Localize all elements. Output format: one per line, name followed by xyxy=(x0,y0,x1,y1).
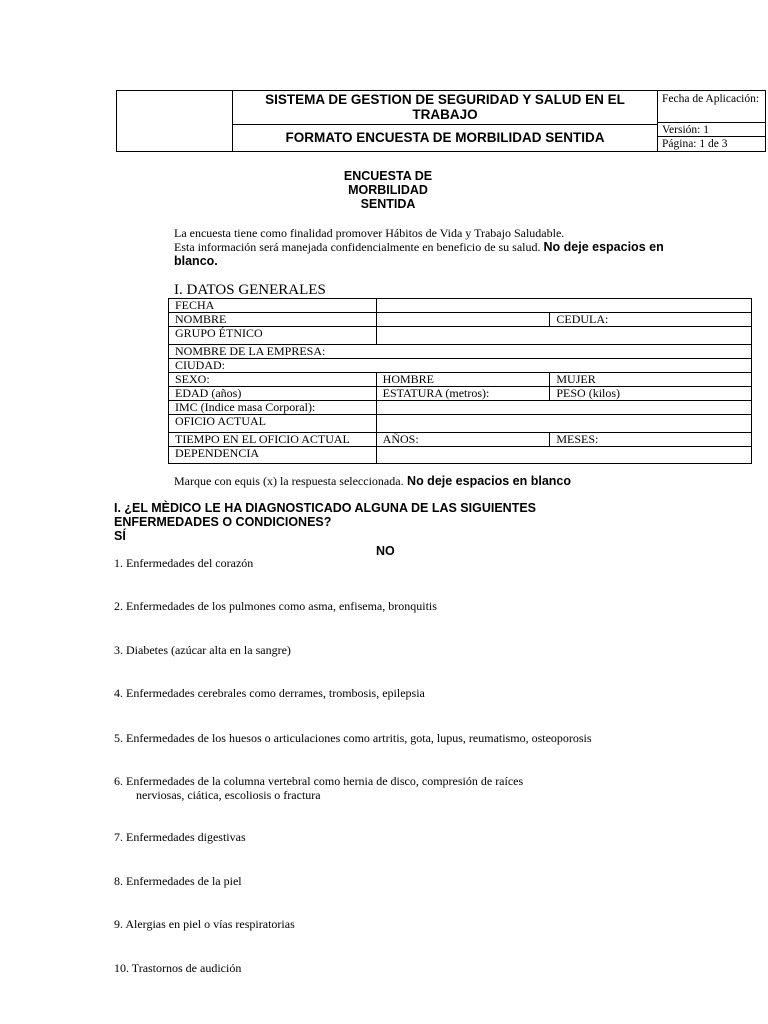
table-row xyxy=(169,387,752,401)
field-ciudad[interactable]: CIUDAD: xyxy=(169,359,752,373)
instruction-warning: No deje espacios en blanco xyxy=(403,474,571,488)
input-grupo-etnico[interactable] xyxy=(376,327,751,345)
list-item: 8. Enfermedades de la piel xyxy=(114,874,242,888)
field-meses[interactable]: MESES: xyxy=(550,433,752,447)
answer-si-label: SÍ xyxy=(114,529,126,543)
label-sexo: SEXO: xyxy=(169,373,377,387)
question-line-1: I. ¿EL MÈDICO LE HA DIAGNOSTICADO ALGUNA DE LAS SIGUIENTES xyxy=(114,501,537,515)
section-title: I. DATOS GENERALES xyxy=(174,282,326,298)
input-nombre[interactable] xyxy=(376,313,550,327)
field-estatura[interactable]: ESTATURA (metros): xyxy=(376,387,550,401)
instruction-main: Marque con equis (x) la respuesta seleccionada. xyxy=(174,474,404,488)
version: Versión: 1 xyxy=(658,124,765,137)
label-grupo-etnico: GRUPO ÉTNICO xyxy=(169,327,377,345)
list-item: 7. Enfermedades digestivas xyxy=(114,830,246,844)
input-imc[interactable] xyxy=(376,401,751,415)
field-cedula[interactable]: CEDULA: xyxy=(550,313,752,327)
table-row xyxy=(169,415,752,433)
question-line-2: ENFERMEDADES O CONDICIONES? xyxy=(114,515,332,529)
table-row xyxy=(169,359,752,373)
list-item-continuation: nerviosas, ciática, escoliosis o fractura xyxy=(136,788,321,802)
option-mujer[interactable]: MUJER xyxy=(550,373,752,387)
label-dependencia: DEPENDENCIA xyxy=(169,447,377,464)
input-fecha[interactable] xyxy=(376,299,751,313)
input-dependencia[interactable] xyxy=(376,447,751,464)
system-title: SISTEMA DE GESTION DE SEGURIDAD Y SALUD EN EL TRABAJO xyxy=(233,91,657,125)
field-empresa[interactable]: NOMBRE DE LA EMPRESA: xyxy=(169,345,752,359)
table-row xyxy=(169,327,752,345)
document-title xyxy=(318,169,458,211)
table-row xyxy=(169,299,752,313)
list-item xyxy=(114,774,523,802)
input-oficio[interactable] xyxy=(376,415,751,433)
label-imc: IMC (Indice masa Corporal): xyxy=(169,401,377,415)
list-item-line: 6. Enfermedades de la columna vertebral como hernia de disco, compresión de raíces xyxy=(114,774,524,788)
title-cell xyxy=(233,91,658,151)
list-item: 2. Enfermedades de los pulmones como asma, enfisema, bronquitis xyxy=(114,599,437,613)
field-peso[interactable]: PESO (kilos) xyxy=(550,387,752,401)
label-oficio: OFICIO ACTUAL xyxy=(169,415,377,433)
list-item: 9. Alergias en piel o vías respiratorias xyxy=(114,917,295,931)
document-title-line: MORBILIDAD xyxy=(348,183,428,197)
field-edad[interactable]: EDAD (años) xyxy=(169,387,377,401)
table-row xyxy=(169,313,752,327)
document-title-line: ENCUESTA DE xyxy=(343,169,433,183)
table-row xyxy=(169,401,752,415)
label-fecha: FECHA xyxy=(169,299,377,313)
format-title: FORMATO ENCUESTA DE MORBILIDAD SENTIDA xyxy=(285,130,605,145)
general-data-table xyxy=(168,298,752,464)
label-tiempo: TIEMPO EN EL OFICIO ACTUAL xyxy=(169,433,377,447)
logo-cell xyxy=(117,91,233,151)
label-nombre: NOMBRE xyxy=(169,313,377,327)
list-item: 1. Enfermedades del corazón xyxy=(114,556,254,570)
intro-line-1: La encuesta tiene como finalidad promover Hábitos de Vida y Trabajo Saludable. xyxy=(174,226,565,240)
list-item: 3. Diabetes (azúcar alta en la sangre) xyxy=(114,643,291,657)
table-row xyxy=(169,447,752,464)
pagina: Página: 1 de 3 xyxy=(662,138,728,150)
instruction-text xyxy=(174,474,571,489)
intro-text xyxy=(174,226,674,268)
table-row xyxy=(169,433,752,447)
list-item: 5. Enfermedades de los huesos o articulaciones como artritis, gota, lupus, reumatismo, osteoporosis xyxy=(114,731,592,745)
list-item: 4. Enfermedades cerebrales como derrames, trombosis, epilepsia xyxy=(114,686,425,700)
option-hombre[interactable]: HOMBRE xyxy=(376,373,550,387)
table-row xyxy=(169,345,752,359)
intro-line-2: Esta información será manejada confidencialmente en beneficio de su salud. No deje espacios en blanco. xyxy=(174,240,664,268)
table-row xyxy=(169,373,752,387)
fecha-aplicacion: Fecha de Aplicación: xyxy=(658,91,765,123)
header-table xyxy=(116,90,766,152)
intro-warning: No deje espacios en blanco. xyxy=(174,240,664,268)
document-title-line: SENTIDA xyxy=(360,197,416,211)
question-heading xyxy=(114,501,574,543)
answer-no-label: NO xyxy=(376,544,395,558)
field-anos[interactable]: AÑOS: xyxy=(376,433,550,447)
list-item: 10. Trastornos de audición xyxy=(114,961,242,975)
